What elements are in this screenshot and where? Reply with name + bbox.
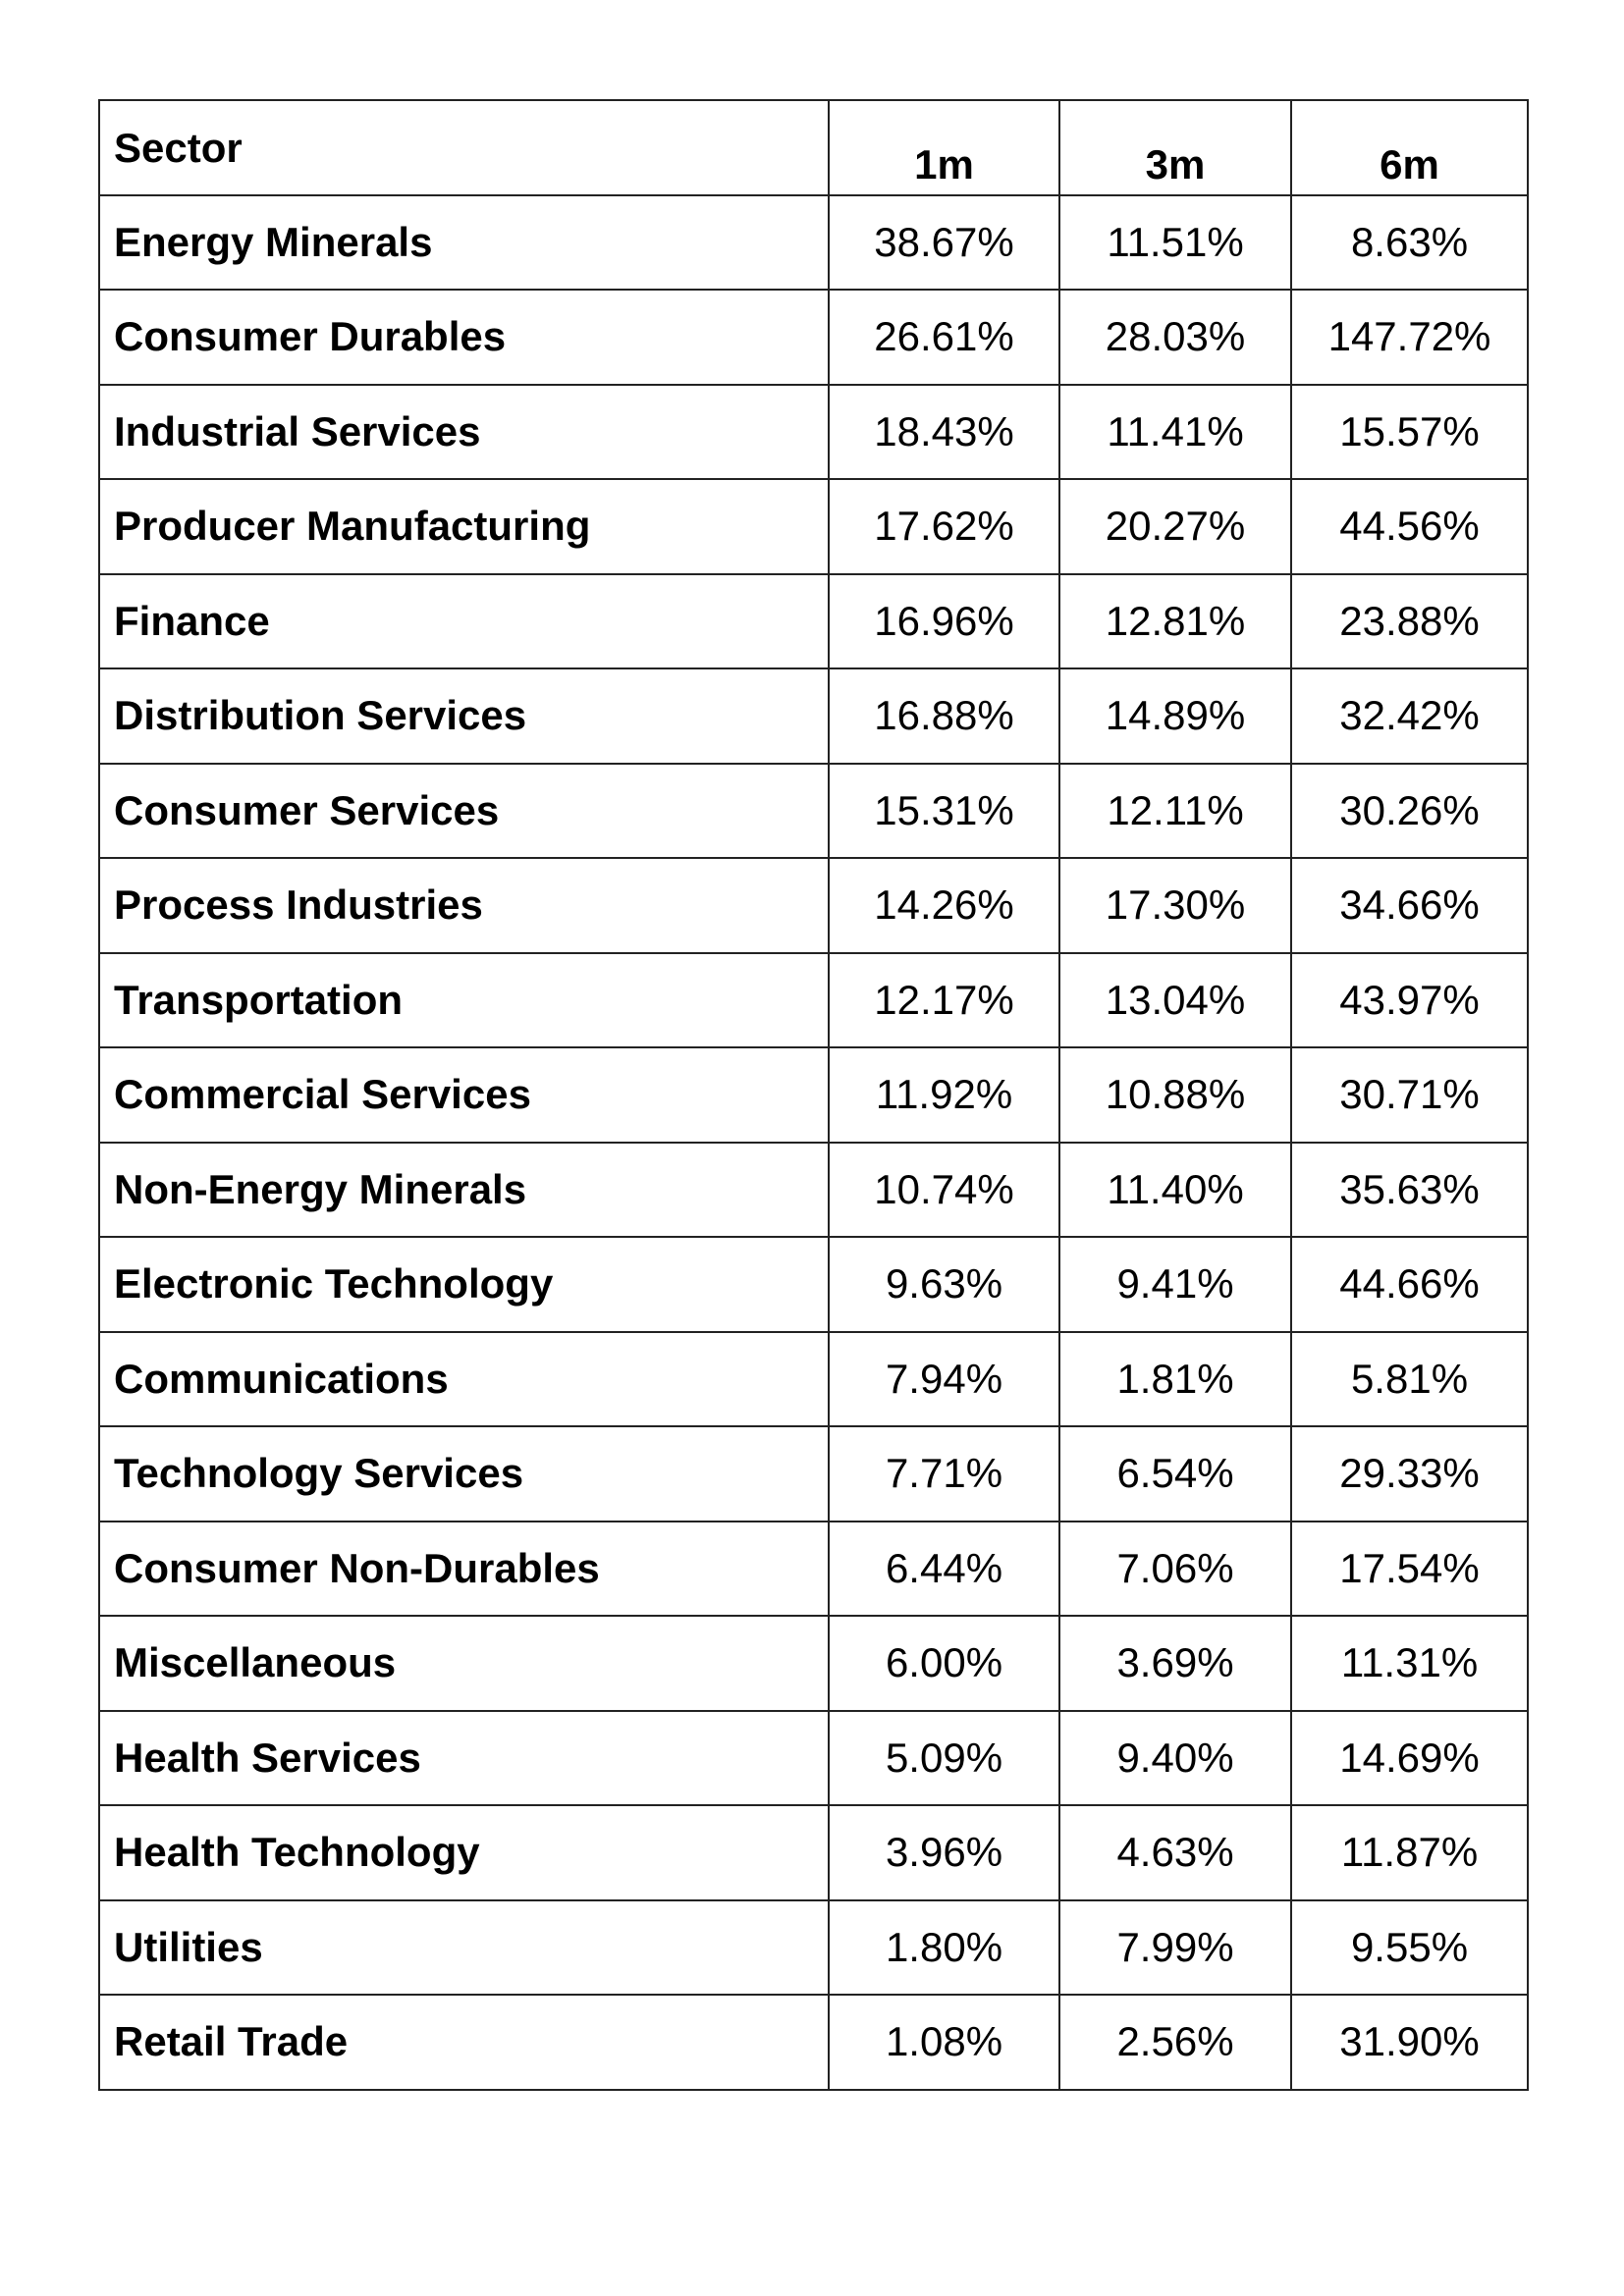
value-3m-cell: 3.69% bbox=[1059, 1616, 1291, 1711]
sector-name-cell: Distribution Services bbox=[99, 668, 829, 764]
value-6m-cell: 15.57% bbox=[1291, 385, 1528, 480]
value-6m-cell: 44.66% bbox=[1291, 1237, 1528, 1332]
table-row bbox=[99, 385, 1528, 480]
table-row bbox=[99, 953, 1528, 1048]
value-6m-cell: 30.71% bbox=[1291, 1047, 1528, 1143]
value-1m-cell: 16.88% bbox=[829, 668, 1059, 764]
value-1m-cell: 17.62% bbox=[829, 479, 1059, 574]
sector-name-cell: Health Technology bbox=[99, 1805, 829, 1900]
table-row bbox=[99, 1426, 1528, 1522]
table-row bbox=[99, 764, 1528, 859]
value-1m-cell: 26.61% bbox=[829, 290, 1059, 385]
table-row bbox=[99, 1805, 1528, 1900]
table-row bbox=[99, 290, 1528, 385]
table-header-row bbox=[99, 100, 1528, 195]
value-6m-cell: 44.56% bbox=[1291, 479, 1528, 574]
value-1m-cell: 7.71% bbox=[829, 1426, 1059, 1522]
value-6m-cell: 11.87% bbox=[1291, 1805, 1528, 1900]
value-1m-cell: 1.80% bbox=[829, 1900, 1059, 1996]
value-3m-cell: 14.89% bbox=[1059, 668, 1291, 764]
value-6m-cell: 11.31% bbox=[1291, 1616, 1528, 1711]
value-3m-cell: 7.06% bbox=[1059, 1522, 1291, 1617]
sector-name-cell: Communications bbox=[99, 1332, 829, 1427]
table-row bbox=[99, 1237, 1528, 1332]
sector-name-cell: Consumer Services bbox=[99, 764, 829, 859]
table-row bbox=[99, 668, 1528, 764]
sector-name-cell: Consumer Durables bbox=[99, 290, 829, 385]
value-1m-cell: 12.17% bbox=[829, 953, 1059, 1048]
value-1m-cell: 14.26% bbox=[829, 858, 1059, 953]
header-1m: 1m bbox=[829, 100, 1059, 195]
value-3m-cell: 7.99% bbox=[1059, 1900, 1291, 1996]
value-6m-cell: 31.90% bbox=[1291, 1995, 1528, 2090]
value-6m-cell: 8.63% bbox=[1291, 195, 1528, 291]
table-row bbox=[99, 1711, 1528, 1806]
sector-performance-table bbox=[98, 99, 1529, 2091]
value-3m-cell: 1.81% bbox=[1059, 1332, 1291, 1427]
value-6m-cell: 147.72% bbox=[1291, 290, 1528, 385]
header-6m: 6m bbox=[1291, 100, 1528, 195]
value-1m-cell: 16.96% bbox=[829, 574, 1059, 669]
sector-name-cell: Process Industries bbox=[99, 858, 829, 953]
value-3m-cell: 10.88% bbox=[1059, 1047, 1291, 1143]
value-1m-cell: 10.74% bbox=[829, 1143, 1059, 1238]
table-row bbox=[99, 1995, 1528, 2090]
header-sector: Sector bbox=[99, 100, 829, 195]
value-3m-cell: 12.11% bbox=[1059, 764, 1291, 859]
value-1m-cell: 18.43% bbox=[829, 385, 1059, 480]
table-row bbox=[99, 195, 1528, 291]
value-6m-cell: 23.88% bbox=[1291, 574, 1528, 669]
value-1m-cell: 6.44% bbox=[829, 1522, 1059, 1617]
sector-name-cell: Commercial Services bbox=[99, 1047, 829, 1143]
value-6m-cell: 32.42% bbox=[1291, 668, 1528, 764]
value-3m-cell: 17.30% bbox=[1059, 858, 1291, 953]
value-6m-cell: 17.54% bbox=[1291, 1522, 1528, 1617]
value-3m-cell: 28.03% bbox=[1059, 290, 1291, 385]
sector-name-cell: Retail Trade bbox=[99, 1995, 829, 2090]
value-1m-cell: 11.92% bbox=[829, 1047, 1059, 1143]
value-1m-cell: 7.94% bbox=[829, 1332, 1059, 1427]
table-row bbox=[99, 1616, 1528, 1711]
value-6m-cell: 34.66% bbox=[1291, 858, 1528, 953]
table-row bbox=[99, 858, 1528, 953]
value-3m-cell: 11.41% bbox=[1059, 385, 1291, 480]
value-6m-cell: 29.33% bbox=[1291, 1426, 1528, 1522]
value-6m-cell: 43.97% bbox=[1291, 953, 1528, 1048]
table-row bbox=[99, 1143, 1528, 1238]
table-row bbox=[99, 1900, 1528, 1996]
value-3m-cell: 4.63% bbox=[1059, 1805, 1291, 1900]
sector-name-cell: Finance bbox=[99, 574, 829, 669]
value-1m-cell: 9.63% bbox=[829, 1237, 1059, 1332]
value-3m-cell: 2.56% bbox=[1059, 1995, 1291, 2090]
sector-name-cell: Utilities bbox=[99, 1900, 829, 1996]
sector-name-cell: Electronic Technology bbox=[99, 1237, 829, 1332]
value-1m-cell: 6.00% bbox=[829, 1616, 1059, 1711]
table-row bbox=[99, 1332, 1528, 1427]
sector-name-cell: Energy Minerals bbox=[99, 195, 829, 291]
value-3m-cell: 11.40% bbox=[1059, 1143, 1291, 1238]
sector-name-cell: Consumer Non-Durables bbox=[99, 1522, 829, 1617]
table-row bbox=[99, 574, 1528, 669]
table-row bbox=[99, 1047, 1528, 1143]
value-1m-cell: 15.31% bbox=[829, 764, 1059, 859]
value-6m-cell: 5.81% bbox=[1291, 1332, 1528, 1427]
sector-name-cell: Miscellaneous bbox=[99, 1616, 829, 1711]
value-3m-cell: 13.04% bbox=[1059, 953, 1291, 1048]
sector-name-cell: Non-Energy Minerals bbox=[99, 1143, 829, 1238]
value-3m-cell: 11.51% bbox=[1059, 195, 1291, 291]
sector-name-cell: Transportation bbox=[99, 953, 829, 1048]
table-body bbox=[99, 195, 1528, 2090]
value-3m-cell: 9.40% bbox=[1059, 1711, 1291, 1806]
value-3m-cell: 6.54% bbox=[1059, 1426, 1291, 1522]
value-1m-cell: 1.08% bbox=[829, 1995, 1059, 2090]
value-6m-cell: 35.63% bbox=[1291, 1143, 1528, 1238]
table-row bbox=[99, 479, 1528, 574]
sector-name-cell: Health Services bbox=[99, 1711, 829, 1806]
value-6m-cell: 14.69% bbox=[1291, 1711, 1528, 1806]
value-1m-cell: 3.96% bbox=[829, 1805, 1059, 1900]
value-1m-cell: 5.09% bbox=[829, 1711, 1059, 1806]
header-3m: 3m bbox=[1059, 100, 1291, 195]
table-row bbox=[99, 1522, 1528, 1617]
value-6m-cell: 9.55% bbox=[1291, 1900, 1528, 1996]
sector-name-cell: Technology Services bbox=[99, 1426, 829, 1522]
value-3m-cell: 20.27% bbox=[1059, 479, 1291, 574]
sector-name-cell: Industrial Services bbox=[99, 385, 829, 480]
value-1m-cell: 38.67% bbox=[829, 195, 1059, 291]
value-3m-cell: 12.81% bbox=[1059, 574, 1291, 669]
sector-name-cell: Producer Manufacturing bbox=[99, 479, 829, 574]
value-3m-cell: 9.41% bbox=[1059, 1237, 1291, 1332]
value-6m-cell: 30.26% bbox=[1291, 764, 1528, 859]
